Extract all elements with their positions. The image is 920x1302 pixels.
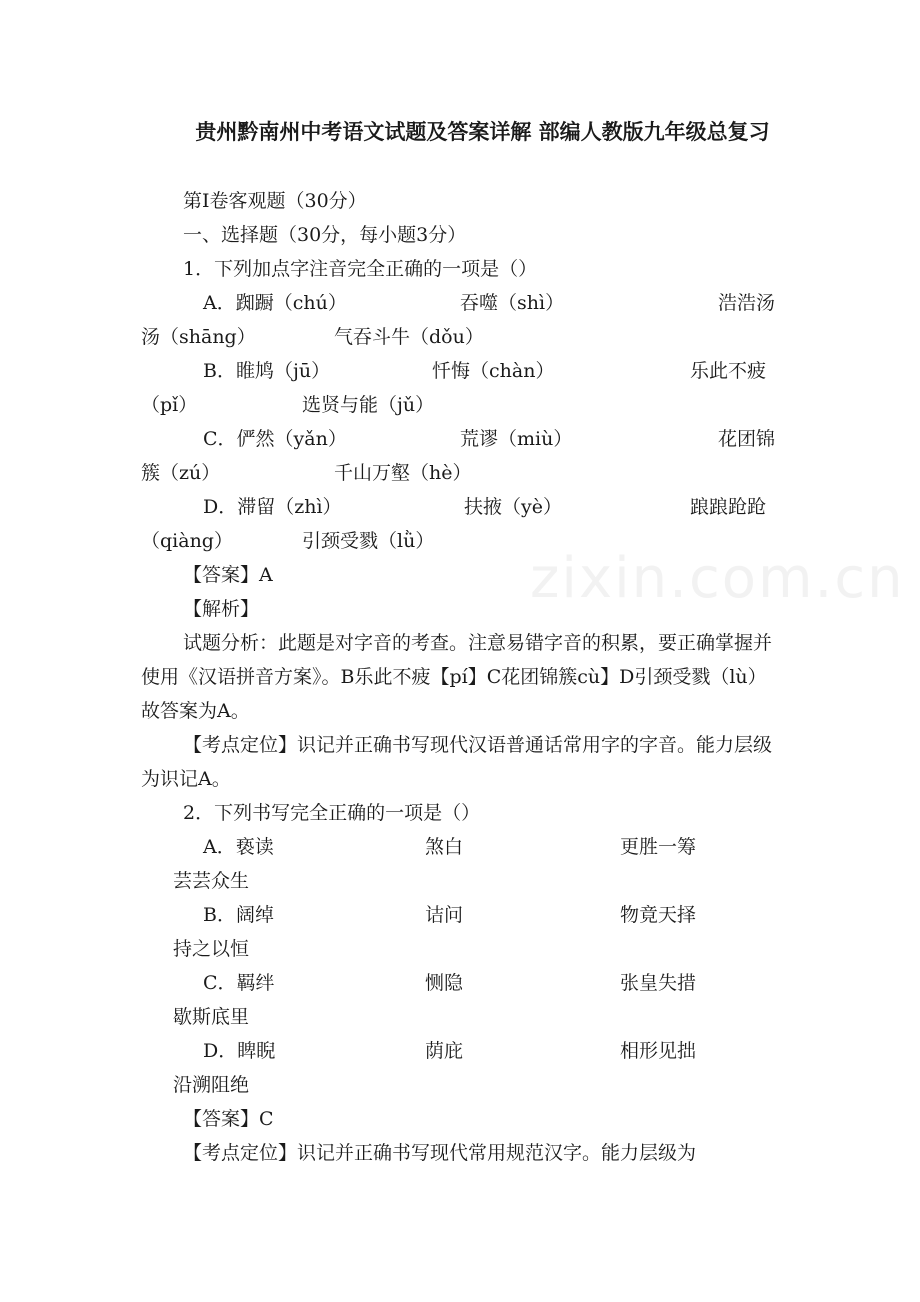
q1-option-b-item-3-cont: （pǐ） xyxy=(141,394,198,416)
q1-option-b-item-4: 选贤与能（jǔ） xyxy=(302,394,435,416)
q1-option-a-item-2: 吞噬（shì） xyxy=(460,292,565,314)
q1-option-d-item-1: D．滞留（zhì） xyxy=(203,496,342,518)
q2-option-d-item-4: 沿溯阻绝 xyxy=(173,1074,250,1096)
question-2-stem: 2．下列书写完全正确的一项是（） xyxy=(183,802,481,824)
part-header: 一、选择题（30分，每小题3分） xyxy=(183,224,467,246)
q1-option-a-item-3: 浩浩汤 xyxy=(718,292,776,314)
q1-option-a-item-1: A．踟蹰（chú） xyxy=(203,292,347,314)
q1-option-a-item-3-cont: 汤（shāng） xyxy=(141,326,256,348)
q1-answer: 【答案】A xyxy=(183,564,273,586)
q2-option-b-item-1: B．阔绰 xyxy=(203,904,274,926)
q2-option-c-item-1: C．羁绊 xyxy=(203,972,275,994)
q2-option-a-item-1: A．亵读 xyxy=(203,836,274,858)
q1-option-c-item-4: 千山万壑（hè） xyxy=(334,462,472,484)
q1-option-b-item-3: 乐此不疲 xyxy=(690,360,767,382)
q2-option-a-item-2: 煞白 xyxy=(425,836,464,858)
q1-option-c-item-1: C．俨然（yǎn） xyxy=(203,428,347,450)
q2-option-d-item-3: 相形见拙 xyxy=(620,1040,697,1062)
q1-option-a-item-4: 气吞斗牛（dǒu） xyxy=(334,326,484,348)
q1-option-d-item-4: 引颈受戮（lǜ） xyxy=(302,530,435,552)
q1-analysis: 试题分析：此题是对字音的考查。注意易错字音的积累，要正确掌握并使用《汉语拼音方案》。B乐此不疲【pí】C花团锦簇cù】D引颈受戮（lù）故答案为A。 xyxy=(141,632,773,722)
q2-option-d-item-2: 荫庇 xyxy=(425,1040,464,1062)
q1-analysis-label: 【解析】 xyxy=(183,598,260,620)
q1-option-c-item-3: 花团锦 xyxy=(718,428,776,450)
watermark: zixin.com.cn xyxy=(530,546,905,611)
q2-option-c-item-3: 张皇失措 xyxy=(620,972,697,994)
q2-option-d-item-1: D．睥睨 xyxy=(203,1040,276,1062)
q1-option-c-item-2: 荒谬（miù） xyxy=(460,428,573,450)
q2-option-c-item-4: 歇斯底里 xyxy=(173,1006,250,1028)
q1-option-c-item-3-cont: 簇（zú） xyxy=(141,462,221,484)
q2-option-b-item-2: 诘问 xyxy=(425,904,464,926)
q2-option-c-item-2: 恻隐 xyxy=(425,972,464,994)
section-header: 第Ⅰ卷客观题（30分） xyxy=(183,190,367,212)
q1-option-d-item-3-cont: （qiàng） xyxy=(141,530,233,552)
q2-option-b-item-4: 持之以恒 xyxy=(173,938,250,960)
q2-kaodian: 【考点定位】识记并正确书写现代常用规范汉字。能力层级为 xyxy=(183,1142,697,1164)
q2-answer: 【答案】C xyxy=(183,1108,274,1130)
q1-option-d-item-3: 踉踉跄跄 xyxy=(690,496,767,518)
q1-option-b-item-2: 忏悔（chàn） xyxy=(432,360,555,382)
question-1-stem: 1．下列加点字注音完全正确的一项是（） xyxy=(183,258,538,280)
document-title: 贵州黔南州中考语文试题及答案详解 部编人教版九年级总复习 xyxy=(195,120,770,144)
q1-option-d-item-2: 扶掖（yè） xyxy=(464,496,562,518)
q1-option-b-item-1: B．睢鸠（jū） xyxy=(203,360,331,382)
q2-option-a-item-4: 芸芸众生 xyxy=(173,870,250,892)
q2-option-a-item-3: 更胜一筹 xyxy=(620,836,697,858)
q2-option-b-item-3: 物竟天择 xyxy=(620,904,697,926)
q1-kaodian: 【考点定位】识记并正确书写现代汉语普通话常用字的字音。能力层级为识记A。 xyxy=(141,734,773,790)
